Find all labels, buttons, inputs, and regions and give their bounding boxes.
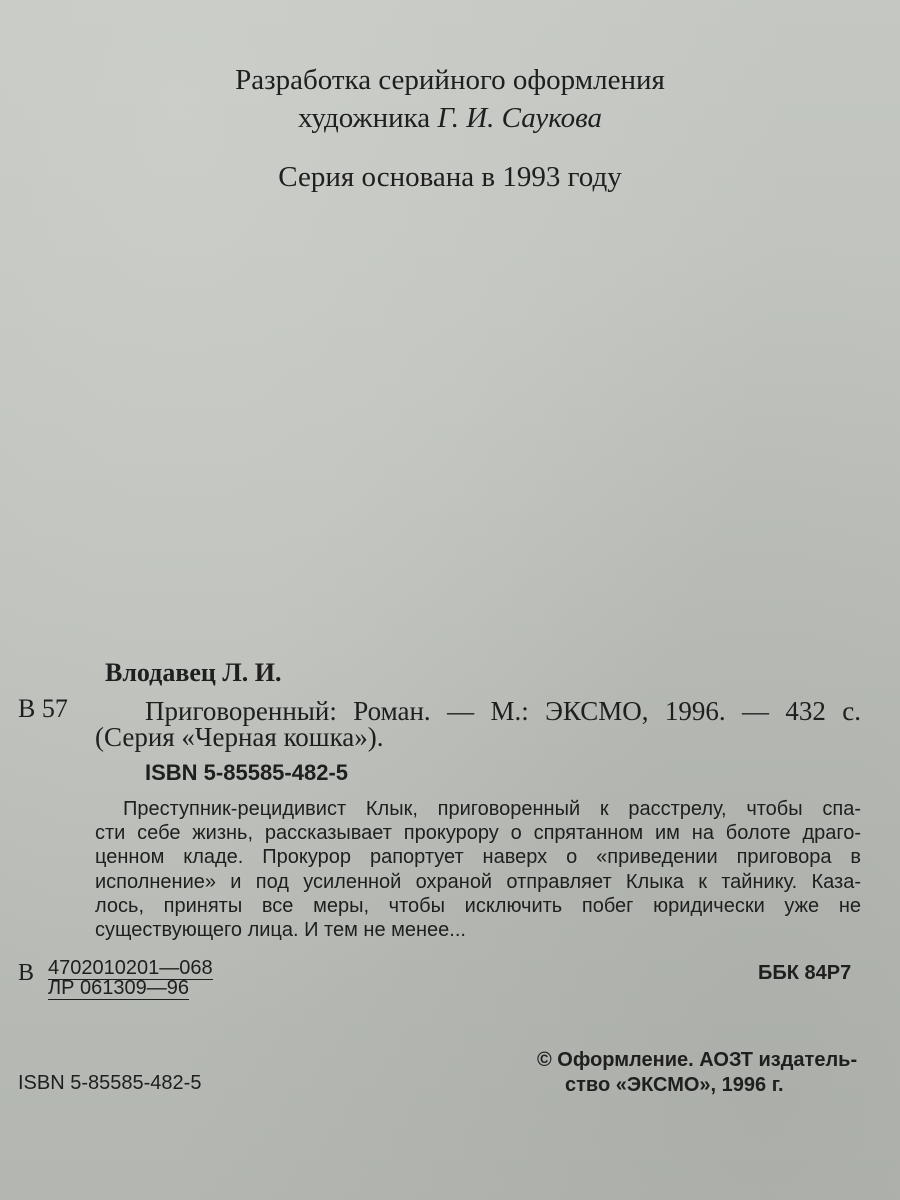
- bbk-code: ББК 84Р7: [758, 962, 852, 984]
- title-word: с.: [842, 696, 861, 726]
- book-annotation: [95, 797, 861, 942]
- title-word: 432: [785, 696, 826, 726]
- title-word: ЭКСМО,: [545, 696, 649, 726]
- annotation-line: Преступник-рецидивист Клык, приговоренный к расстрелу, чтобы спа-: [123, 798, 861, 820]
- author-name: Влодавец Л. И.: [105, 658, 282, 687]
- series-note: (Серия «Черная кошка»).: [95, 722, 384, 752]
- copyright-line2: ство «ЭКСМО», 1996 г.: [565, 1074, 784, 1096]
- artist-name: Г. И. Саукова: [437, 102, 603, 134]
- annotation-line: сти себе жизнь, рассказывает прокурору о спрятанном им на болоте драго-: [95, 822, 861, 845]
- title-word: —: [742, 696, 770, 726]
- artist-label: художника: [297, 102, 431, 134]
- annotation-line: исполнение» и под усиленной охраной отправляет Клыка к тайнику. Каза-: [95, 870, 861, 893]
- title-word: 1996.: [664, 696, 726, 726]
- isbn-footer: ISBN 5-85585-482-5: [18, 1072, 202, 1094]
- catalog-b-letter: В: [18, 960, 35, 986]
- copyright-line1: © Оформление. АОЗТ издатель-: [537, 1049, 858, 1071]
- series-design-credit-line1: Разработка серийного оформления: [235, 64, 665, 96]
- isbn-catalog: ISBN 5-85585-482-5: [145, 760, 349, 785]
- annotation-line: ценном кладе. Прокурор рапортует наверх о «приведении приговора в: [95, 846, 861, 869]
- title-word: Приговоренный:: [145, 696, 337, 726]
- catalog-code: В 57: [18, 694, 68, 723]
- catalog-number-1: 4702010201—068: [48, 957, 213, 979]
- title-word: М.:: [490, 696, 529, 726]
- annotation-line: лось, приняты все меры, чтобы исключить побег юридически уже не: [95, 894, 861, 917]
- title-word: —: [447, 696, 475, 726]
- series-founded-note: Серия основана в 1993 году: [278, 161, 622, 193]
- annotation-line: существующего лица. И тем не менее...: [95, 919, 466, 942]
- series-design-credit-line2: [0, 104, 900, 133]
- title-word: Роман.: [353, 696, 431, 726]
- book-title-line: [145, 698, 861, 725]
- catalog-number-2: ЛР 061309—96: [48, 977, 190, 999]
